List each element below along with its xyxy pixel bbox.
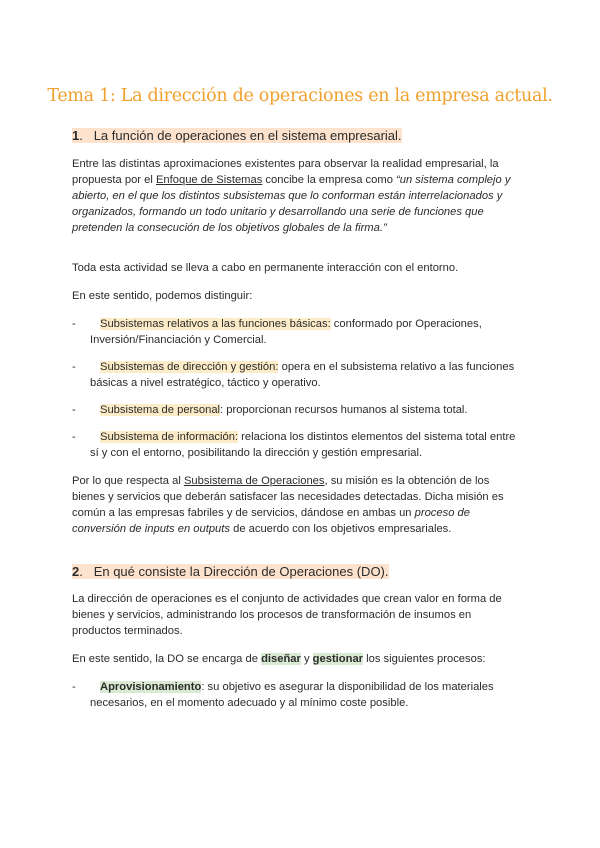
- section-1-number: 1: [72, 128, 80, 143]
- section-1-para3: En este sentido, podemos distinguir:: [72, 290, 253, 302]
- section-1-title: La función de operaciones en el sistema empresarial.: [93, 128, 402, 143]
- bullet-term: Subsistema de información:: [100, 431, 239, 443]
- section-1-para2: Toda esta actividad se lleva a cabo en permanente interacción con el entorno.: [72, 262, 459, 274]
- bullet-desc: opera en el subsistema relativo a las funciones básicas a nivel estratégico, táctico y operativo.: [90, 361, 515, 389]
- bullet-text: [90, 429, 522, 461]
- bullet-dash: -: [72, 318, 76, 330]
- bullet-text: [90, 402, 522, 418]
- ops-italic: proceso de conversión de inputs en outputs: [72, 507, 470, 535]
- para2-text-a: En este sentido, la DO se encarga de: [72, 653, 262, 665]
- bullet-text: [90, 316, 522, 348]
- intro-quote: “un sistema complejo y abierto, en el que los distintos subsistemas que lo conforman están interrelacionados y organizados, formando un todo unitario y desarrollando una serie de funciones que pretenden la consecución de los objetivos globales de la firma.”: [72, 174, 511, 234]
- bullet-dash: -: [72, 431, 76, 443]
- section-1-heading: 1. La función de operaciones en el sistema empresarial.: [72, 128, 402, 143]
- bullet-term: Subsistema de personal: [100, 404, 221, 416]
- section-1-intro: [72, 156, 522, 236]
- section-2-title: En qué consiste la Dirección de Operaciones (DO).: [93, 564, 389, 579]
- intro-text-b: concibe la empresa como: [262, 174, 397, 186]
- bullet-term: Subsistemas relativos a las funciones básicas:: [100, 318, 331, 330]
- bullet-desc: : su objetivo es asegurar la disponibilidad de los materiales necesarios, en el momento adecuado y al mínimo coste posible.: [90, 681, 494, 709]
- disenar-bold: diseñar: [261, 653, 301, 665]
- bullet-desc: : proporcionan recursos humanos al sistema total.: [220, 404, 468, 416]
- intro-text-a: Entre las distintas aproximaciones existentes para observar la realidad empresarial, la propuesta por el: [72, 158, 499, 186]
- section-2-para2: [72, 651, 522, 667]
- bullet-term: Subsistemas de dirección y gestión:: [100, 361, 279, 373]
- bullet-dash: -: [72, 404, 76, 416]
- para2-y: y: [300, 653, 313, 665]
- subsistema-operaciones-link: Subsistema de Operaciones: [183, 475, 325, 487]
- section-1-operations-para: [72, 473, 522, 537]
- ops-text-a: Por lo que respecta al: [72, 475, 184, 487]
- bullet-dash: -: [72, 361, 76, 373]
- section-2-number: 2: [72, 564, 80, 579]
- enfoque-sistemas-link: Enfoque de Sistemas: [155, 174, 263, 186]
- bullet-text: [90, 359, 522, 391]
- document-title: Tema 1: La dirección de operaciones en la empresa actual.: [47, 86, 553, 106]
- para2-text-c: los siguientes procesos:: [363, 653, 486, 665]
- bullet-desc: relaciona los distintos elementos del sistema total entre sí y con el entorno, posibilitando la dirección y gestión empresarial.: [90, 431, 516, 459]
- ops-text-c: de acuerdo con los objetivos empresariales.: [229, 523, 452, 535]
- bullet-desc: conformado por Operaciones, Inversión/Financiación y Comercial.: [90, 318, 482, 346]
- bullet-text: [90, 679, 522, 711]
- bullet-dash: -: [72, 681, 76, 693]
- bullet-term: Aprovisionamiento: [100, 681, 202, 693]
- section-2-heading: 2. En qué consiste la Dirección de Operaciones (DO).: [72, 564, 389, 579]
- section-2-para1: La dirección de operaciones es el conjunto de actividades que crean valor en forma de bienes y servicios, administrando los procesos de transformación de insumos en productos terminados.: [72, 593, 502, 637]
- gestionar-bold: gestionar: [312, 653, 364, 665]
- ops-text-b: , su misión es la obtención de los bienes y servicios que deberán satisfacer las necesidades detectadas. Dicha misión es común a las empresas fabriles y de servicios, dándose en ambas un: [72, 475, 504, 519]
